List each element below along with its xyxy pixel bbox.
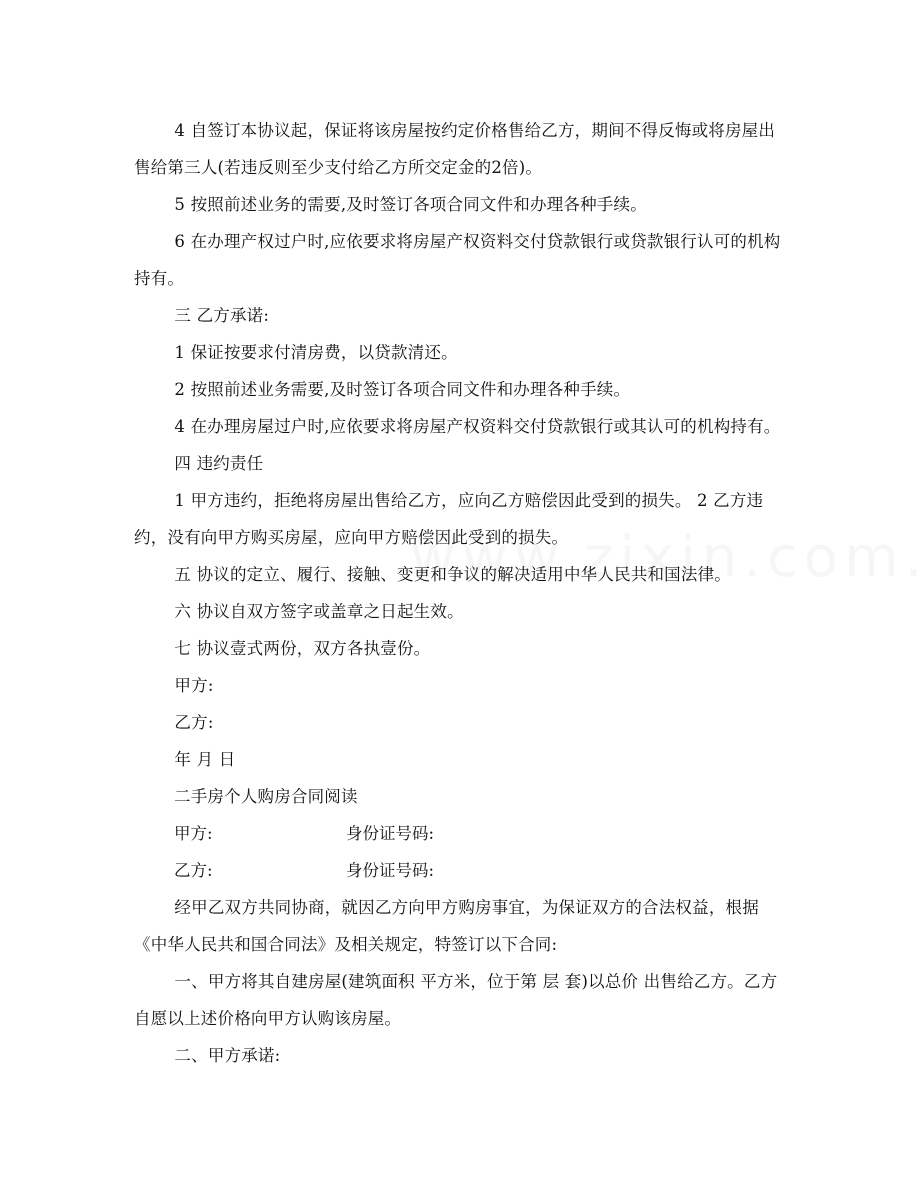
section-heading: 二、甲方承诺: — [174, 1046, 281, 1065]
paragraph: 1 甲方违约，拒绝将房屋出售给乙方，应向乙方赔偿因此受到的损失。 2 乙方违约，没有向甲方购买房屋，应向甲方赔偿因此受到的损失。 — [134, 491, 764, 547]
id-number-label: 身份证号码: — [346, 861, 435, 880]
paragraph: 4 在办理房屋过户时,应依要求将房屋产权资料交付贷款银行或其认可的机构持有。 — [174, 417, 781, 436]
paragraph: 2 按照前述业务需要,及时签订各项合同文件和办理各种手续。 — [174, 380, 631, 399]
paragraph: 七 协议壹式两份，双方各执壹份。 — [174, 639, 431, 658]
paragraph: 1 保证按要求付清房费，以贷款清还。 — [174, 343, 458, 362]
paragraph: 5 按照前述业务的需要,及时签订各项合同文件和办理各种手续。 — [174, 195, 647, 214]
party-label: 甲方: — [174, 824, 213, 843]
party-field-row — [134, 815, 784, 852]
date-line: 年 月 日 — [174, 750, 236, 769]
document-body — [134, 112, 784, 1074]
signature-label: 乙方: — [174, 713, 214, 732]
paragraph: 六 协议自双方签字或盖章之日起生效。 — [174, 602, 464, 621]
paragraph: 经甲乙双方共同协商，就因乙方向甲方购房事宜，为保证双方的合法权益，根据《中华人民共和国合同法》及相关规定，特签订以下合同: — [134, 898, 759, 954]
party-field-row — [134, 852, 784, 889]
section-heading: 四 违约责任 — [174, 454, 264, 473]
id-number-label: 身份证号码: — [346, 824, 435, 843]
party-label: 乙方: — [174, 861, 213, 880]
paragraph: 五 协议的定立、履行、接触、变更和争议的解决适用中华人民共和国法律。 — [174, 565, 731, 584]
paragraph: 4 自签订本协议起，保证将该房屋按约定价格售给乙方，期间不得反悔或将房屋出售给第三人(若违反则至少支付给乙方所交定金的2倍)。 — [134, 121, 776, 177]
signature-label: 甲方: — [174, 676, 214, 695]
paragraph: 一、甲方将其自建房屋(建筑面积 平方米，位于第 层 套)以总价 出售给乙方。乙方自愿以上述价格向甲方认购该房屋。 — [134, 972, 778, 1028]
paragraph: 6 在办理产权过户时,应依要求将房屋产权资料交付贷款银行或贷款银行认可的机构持有。 — [134, 232, 781, 288]
section-heading: 三 乙方承诺: — [174, 306, 270, 325]
document-title: 二手房个人购房合同阅读 — [174, 787, 358, 806]
